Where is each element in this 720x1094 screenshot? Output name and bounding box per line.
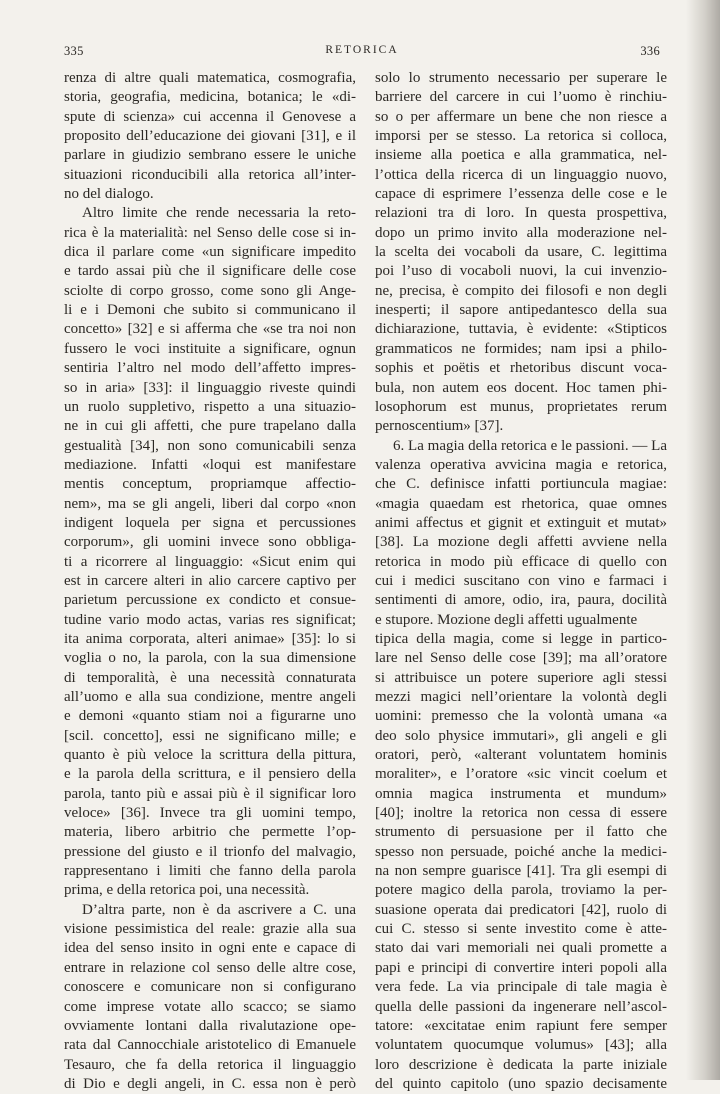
text-line: tatore: «excitatae enim rapiunt fere semper [375, 1017, 667, 1034]
text-line: loro descrizione è dedicata la parte iniziale [375, 1056, 667, 1073]
text-line: vera fede. La via principale di tale magia è [375, 979, 667, 996]
text-line: all’uomo e alla sua condizione, mentre angeli [64, 689, 356, 705]
text-line: storia, geografia, medicina, botanica; le «di- [64, 89, 356, 106]
text-line: stato dai vari memoriali nei quali promette a [375, 940, 667, 957]
text-line: l’ottica della ricerca di un linguaggio nuovo, [375, 166, 667, 183]
text-line: cui i medici suscitano con vino e farmaci i [375, 572, 667, 589]
text-line: e demoni «quanto stiam noi a figurarne uno [64, 708, 356, 725]
text-line: visione pessimistica del reale: grazie alla sua [64, 921, 356, 938]
text-line: [38]. La mozione degli affetti avviene nella [375, 534, 667, 551]
text-line: ti a ricorrere al linguaggio: «Sicut enim qui [64, 553, 356, 570]
text-line: renza di altre quali matematica, cosmografia, [64, 70, 356, 86]
text-line: si attribuisce un potere superiore agli stessi [375, 669, 667, 686]
text-line: la scelta dei vocaboli da usare, C. legittima [375, 244, 667, 261]
text-line: situazioni riconducibili alla retorica all’inter- [64, 166, 356, 183]
text-line: un ruolo suppletivo, rispetto a una situazio- [64, 398, 356, 415]
text-line: losophorum est munus, proprietates rerum [375, 398, 667, 415]
text-line: grammaticos ne formides; nam ipsi a philo- [375, 340, 667, 357]
text-line: veloce» [36]. Invece tra gli uomini tempo, [64, 805, 356, 822]
text-line: bula, non autem eos docent. Hoc tamen phi- [375, 379, 667, 396]
text-line: suasione operata dai predicatori [42], ruolo di [375, 901, 667, 918]
text-line: retorica in modo più efficace di quello con [375, 553, 667, 570]
text-line: concetto» [32] e si afferma che «se tra noi non [64, 321, 356, 338]
text-line: tipica della magia, come si legge in partico- [375, 630, 667, 647]
text-line: mediazione. Infatti «loqui est manifestare [64, 456, 356, 473]
text-line: sentiria l’altro nel modo dell’affetto impres- [64, 360, 356, 377]
text-line: e la parola della scrittura, e il pensiero della [64, 766, 356, 783]
right-text-column [375, 69, 667, 1094]
text-line: tudine vario modo actas, varias res significat; [64, 611, 356, 628]
text-line: parola, tanto più e assai più è il significar loro [64, 785, 356, 802]
text-line: fussero le voci instituite a significare, ognun [64, 340, 356, 357]
text-line: proposito dell’educazione dei giovani [31], e il [64, 128, 356, 145]
text-line: parlare in giudizio sembrano essere le uniche [64, 147, 356, 164]
text-line: pernoscentium» [37]. [375, 418, 504, 435]
text-line: pressione del giusto e il trionfo del malvagio, [64, 843, 356, 860]
page-number-left: 335 [64, 44, 84, 58]
text-line: imporsi per se stesso. La retorica si colloca, [375, 128, 667, 145]
text-line: D’altra parte, non è da ascrivere a C. una [82, 901, 356, 918]
text-line: sciolte di corpo grosso, come sono gli Ange- [64, 282, 356, 299]
text-line: voluntatem quocumque volumus» [43]; alla [375, 1037, 667, 1054]
text-line: materia, libero arbitrio che permette l’op- [64, 824, 356, 841]
text-line: Tesauro, che fa della retorica il linguaggio [64, 1056, 356, 1073]
text-line: come imprese votate allo scacco; se siamo [64, 998, 356, 1015]
text-line: dopo un primo invito alla moderazione nel- [375, 224, 667, 241]
text-line: moraliter», e l’oratore «sic vincit coelum et [375, 766, 667, 783]
text-line: che C. definisce infatti portiuncula magiae: [375, 476, 667, 493]
text-line: nem», ma se gli angeli, liberi dal corpo «non [64, 495, 356, 512]
text-line: so o per affermare un bene che non riesce a [375, 108, 667, 125]
text-line: cui C. stesso si sente investito come è atte- [375, 921, 667, 938]
text-line: omnia magica instrumenta et mundum» [375, 785, 667, 802]
text-line: conoscere e comunicare non si configurano [64, 979, 356, 996]
text-line: poi l’uso di vocaboli nuovi, la cui invenzio- [375, 263, 667, 280]
text-line: dichiarazione, tuttavia, è evidente: «Stipticos [375, 321, 667, 338]
text-line: li e i Demoni che subito si communicano il [64, 302, 356, 319]
text-line: rica è la materialità: nel Senso delle cose si in- [64, 224, 356, 241]
text-line: gestualità [34], non sono comunicabili senza [64, 437, 356, 454]
text-line: Altro limite che rende necessaria la reto- [82, 205, 356, 222]
text-line: indigent loquela per signa et percussiones [64, 514, 356, 531]
text-line: inesperti; il sapore antipedantesco della sua [375, 302, 667, 319]
text-line: ita anima corporata, alteri animae» [35]: lo si [64, 630, 356, 647]
text-line: lare nel Senso delle cose [39]; ma all’oratore [375, 650, 667, 667]
text-line: entrare in relazione col senso delle altre cose, [64, 959, 356, 976]
text-line: ovviamente lontani dalla rivalutazione ope- [64, 1017, 356, 1034]
text-line: animi affectus et gignit et extinguit et mutat» [375, 514, 667, 531]
text-line: prima, e della retorica poi, una necessità. [64, 882, 310, 899]
text-line: e stupore. Mozione degli affetti ugualmente [375, 611, 638, 628]
text-line: sentimenti di amore, odio, ira, paura, docilità [375, 592, 667, 609]
text-line: dica il parlare come «un significare impedito [64, 244, 356, 261]
page-number-right: 336 [640, 44, 660, 58]
text-line: insieme alla poetica e alla grammatica, nel- [375, 147, 667, 164]
text-line: di Dio e degli angeli, in C. essa non è però [64, 1075, 356, 1092]
text-line: mentis conceptum, propriamque affectio- [64, 476, 356, 493]
text-line: di temporalità, è una necessità connaturata [64, 669, 356, 686]
text-line: idea del senso insito in ogni ente e capace di [64, 940, 356, 957]
text-line: [scil. concetto], essi ne significano mille; e [64, 727, 356, 744]
running-header [64, 44, 660, 64]
text-line: corporum», gli uomini invece sono obbliga- [64, 534, 356, 551]
text-line: solo lo strumento necessario per superare le [375, 70, 667, 86]
text-line: relazioni tra di loro. In questa prospettiva, [375, 205, 667, 222]
text-line: potere magico della parola, troviamo la per- [375, 882, 667, 899]
text-line: parietum percussione ex condicto et consue- [64, 592, 356, 609]
text-line: uomini: premesso che la volontà umana «a [375, 708, 667, 725]
text-line: rata dal Cannocchiale aristotelico di Emanuele [64, 1037, 356, 1054]
text-line: sophis et poëtis et rhetoribus discunt voca- [375, 360, 667, 377]
text-line: quanto è più veloce la scrittura della pittura, [64, 747, 356, 764]
text-line: na non sempre guarisce [41]. Tra gli esempi di [375, 863, 667, 880]
text-line: deo solo physice immutari», gli angeli e gli [375, 727, 667, 744]
text-line: valenza operativa avvicina magia e retorica, [375, 456, 667, 473]
text-line: spute di scienza» cui accenna il Genovese a [64, 108, 356, 125]
text-line: capace di esprimere l’essenza delle cose e le [375, 186, 667, 203]
text-line: est in carcere alteri in alio carcere captivo per [64, 572, 356, 589]
left-text-column [64, 69, 356, 1094]
text-line: voglia o no, la parola, con la sua dimensione [64, 650, 356, 667]
text-line: barriere del carcere in cui l’uomo è rinchiu- [375, 89, 667, 106]
text-line: ne, precisa, è compito dei filosofi e non degli [375, 282, 667, 299]
page-gutter-shadow [686, 0, 720, 1080]
text-line: spesso non persuade, poiché anche la medici- [375, 843, 667, 860]
text-line: so in aria» [33]: il linguaggio riveste quindi [64, 379, 356, 396]
text-line: strumento di persuasione per il fatto che [375, 824, 667, 841]
text-line: papi e principi di convertire interi popoli alla [375, 959, 667, 976]
text-line: rappresentano i limiti che fanno della parola [64, 863, 356, 880]
text-line: «magia quaedam est rhetorica, quae omnes [375, 495, 667, 512]
text-line: mezzi magici nell’orientare la volontà degli [375, 689, 667, 705]
running-title: RETORICA [325, 44, 399, 56]
text-line: 6. La magia della retorica e le passioni. — La [393, 437, 667, 454]
text-line: [40]; inoltre la retorica non cessa di essere [375, 805, 667, 822]
text-line: del quinto capitolo (uno spazio decisamente [375, 1075, 667, 1092]
text-line: oratori, però, «alterant voluntatem hominis [375, 747, 667, 764]
text-line: ne in cui gli affetti, che pure trapelano dalla [64, 418, 356, 435]
text-line: e tardo assai più che il significare delle cose [64, 263, 356, 280]
text-line: quella delle passioni da ingenerare nell’ascol- [375, 998, 667, 1015]
text-line: no del dialogo. [64, 186, 154, 203]
